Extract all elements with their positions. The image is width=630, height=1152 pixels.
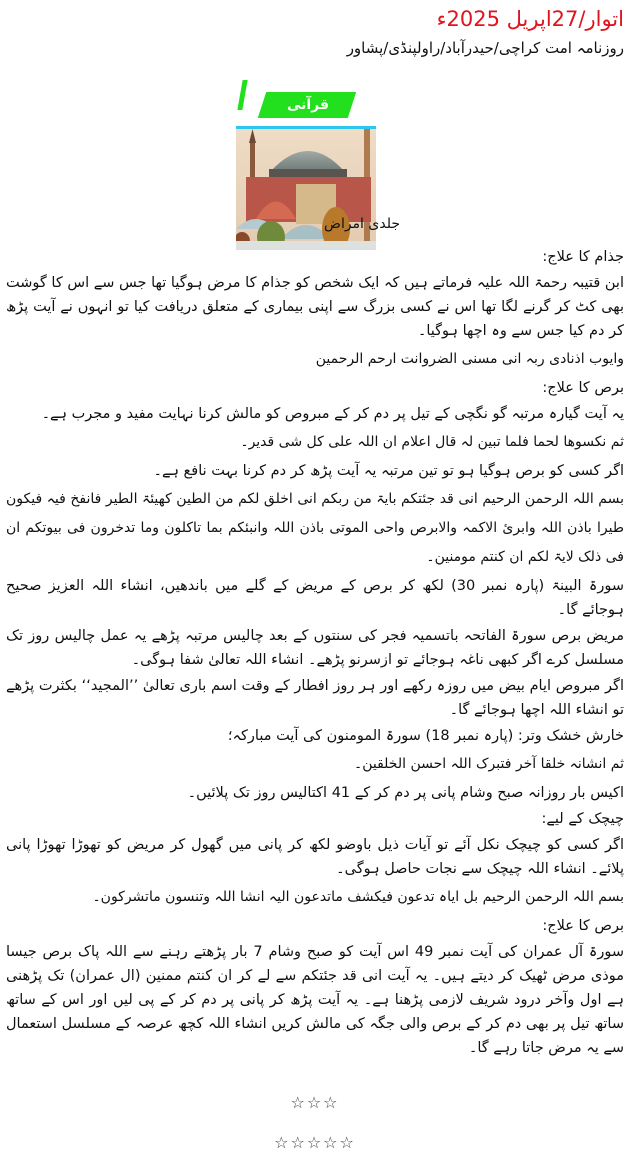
paragraph: یہ آیت گیارہ مرتبہ گو نگچی کے تیل پر دم کر کے مبروص کو مالش کرنا نہایت مفید و مجرب ہے۔ <box>41 406 624 422</box>
separator-stars-short: ☆☆☆ <box>290 1093 340 1112</box>
paragraph: مریض برص سورۃ الفاتحہ باتسمیہ فجر کی سنتوں کے بعد چالیس مرتبہ پڑھے یہ عمل چالیس روز تک مسلسل کرے اگر کبھی ناغہ ہوجائے تو ازسرنو پڑھے۔ انشاء اللہ تعالیٰ شفا ہوگی۔ <box>6 628 624 668</box>
arabic-verse: ثم انشانہ خلقا آخر فتبرک اللہ احسن الخلقین۔ <box>354 756 624 772</box>
separator-stars-long: ☆☆☆☆☆ <box>274 1133 356 1152</box>
section-heading: جذام کا علاج: <box>542 249 624 265</box>
paragraph: اگر کسی کو چیچک نکل آئے تو آیات ذیل باوضو لکھ کر پانی میں گھول کر مریض کو تھوڑا تھوڑا پانی پلائے۔ انشاء اللہ چیچک سے نجات حاصل ہوگی۔ <box>6 837 624 877</box>
section-heading: برص کا علاج: <box>542 918 624 934</box>
publication-source: روزنامہ امت کراچی/حیدرآباد/راولپنڈی/پشاور <box>346 39 624 57</box>
paragraph: سورۃ البینۃ (پارہ نمبر 30) لکھ کر برص کے مریض کے گلے میں باندھیں، انشاء اللہ العزیز صحیح ہوجائے گا۔ <box>6 578 624 618</box>
arabic-verse: وایوب اذنادی ربہ انی مسنی الضروانت ارحم الرحمین <box>315 351 624 367</box>
paragraph: ابن قتیبہ رحمۃ اللہ علیہ فرماتے ہیں کہ ایک شخص کو جذام کا مرض ہوگیا تھا جس سے اس کا گوشت بھی کٹ کر گرنے لگا تھا اس نے کسی بزرگ سے اپنی بیماری کے متعلق دریافت کیا تو انہوں نے آیت پڑھ کر دم کیا جس سے وہ اچھا ہوگیا۔ <box>6 275 624 339</box>
arabic-verse: ثم نکسوھا لحما فلما تبین لہ قال اعلام ان اللہ علی کل شی قدیر۔ <box>240 434 624 450</box>
arabic-verse: بسم اللہ الرحمن الرحیم بل ایاہ تدعون فیکشف ماتدعون الیہ انشا اللہ وتنسون ماتشرکون۔ <box>92 889 624 905</box>
section-heading: برص کا علاج: <box>542 380 624 396</box>
arabic-verse: بسم اللہ الرحمن الرحیم انی قد جئتکم بایۃ من ربکم انی اخلق لکم من الطین کھیئۃ الطیر فانفخ فیہ فیکون طیرا باذن اللہ وابرئ الاکمہ والابرص واحی الموتی باذن اللہ وانبئکم بما تاکلون وما تدخرون فی بیوتکم ان فی ذلک لایۃ لکم ان کنتم مومنین۔ <box>6 491 624 565</box>
article-subtitle: جلدی امراض <box>324 216 400 232</box>
publication-date: اتوار/27اپریل 2025ء <box>436 7 624 31</box>
banner-stripe <box>237 80 247 110</box>
banner-label: قرآنی <box>286 97 330 113</box>
article-body <box>6 245 624 1062</box>
paragraph: خارش خشک وتر: (پارہ نمبر 18) سورۃ المومنون کی آیت مبارکہ؛ <box>227 728 624 744</box>
paragraph: اکیس بار روزانہ صبح وشام پانی پر دم کر کے 41 اکتالیس روز تک پلائیں۔ <box>187 785 624 801</box>
section-heading: چیچک کے لیے: <box>541 811 624 827</box>
paragraph: اگر کسی کو برص ہوگیا ہو تو تین مرتبہ یہ آیت پڑھ کر دم کرنا بہت نافع ہے۔ <box>153 463 624 479</box>
paragraph: سورۃ آل عمران کی آیت نمبر 49 اس آیت کو صبح وشام 7 بار پڑھتے رہنے سے اللہ پاک برص جیسا موذی مرض ٹھیک کر دیتے ہیں۔ یہ آیت انی قد جئتکم سے لے کر ان کنتم ممنین (ال عمران) تک پڑھنی ہے اول وآخر درود شریف لازمی پڑھنا ہے۔ یہ آیت پڑھ کر پانی پر دم کر کے پی لیں اور اس کے ساتھ ساتھ تیل پر بھی دم کر کے برص والی جگہ کی مالش کریں انشاء اللہ کچھ عرصہ کے مسلسل استعمال سے یہ مرض جاتا رہے گا۔ <box>6 944 624 1056</box>
paragraph: اگر مبروص ایام بیض میں روزہ رکھے اور ہر روز افطار کے وقت اسم باری تعالیٰ ’’المجید‘‘ بکثرت پڑھے تو انشاء اللہ اچھا ہوجائے گا۔ <box>6 678 624 718</box>
